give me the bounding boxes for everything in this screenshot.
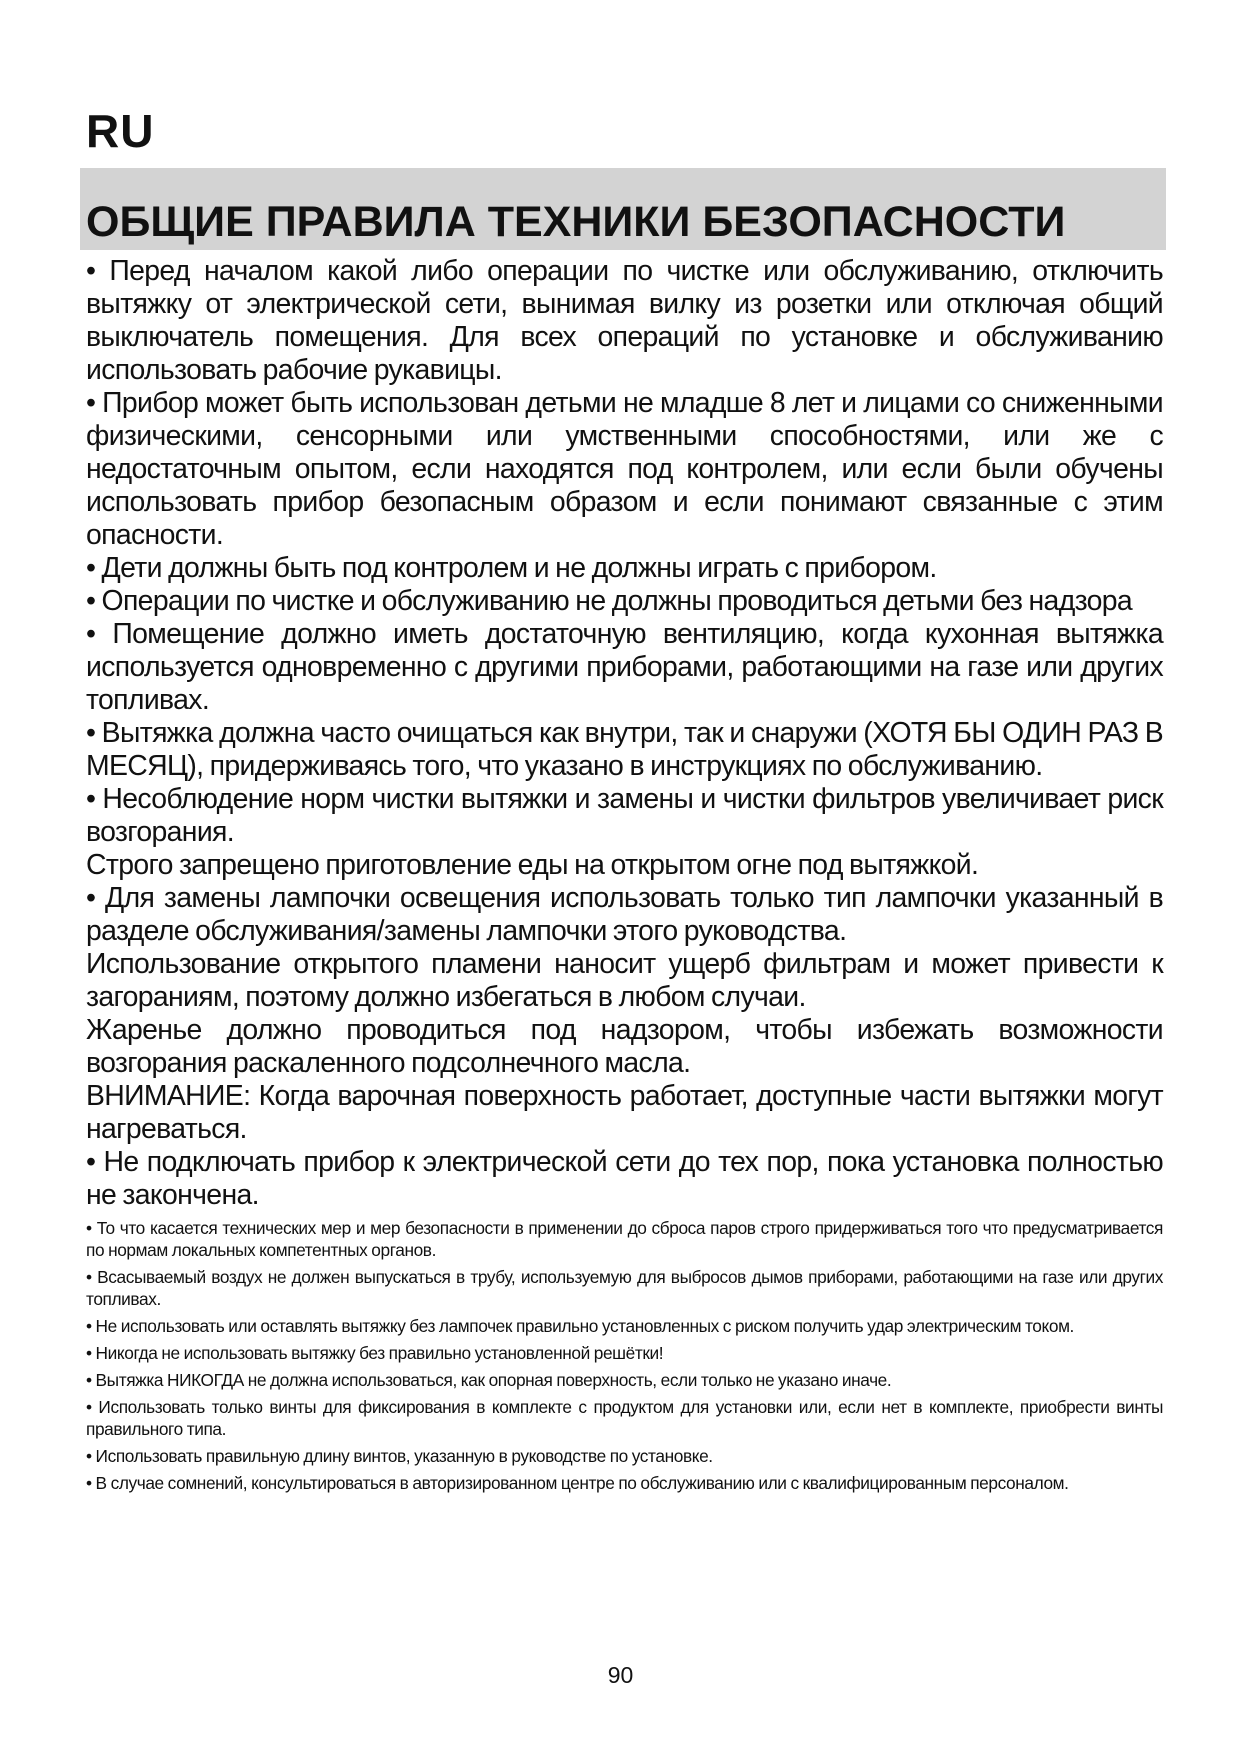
page-number: 90	[607, 1662, 634, 1688]
section-title-bar	[80, 168, 1166, 250]
rule-paragraph: • Никогда не использовать вытяжку без правильно установленной решётки!	[86, 1343, 664, 1363]
rule-paragraph: • Всасываемый воздух не должен выпускаться в трубу, используемую для выбросов дымов приборами, работающими на газе или других топливах.	[86, 1267, 1163, 1309]
rule-paragraph: • Прибор может быть использован детьми не младше 8 лет и лицами со сниженными физическими, сенсорными или умственными способностями, или же с недостаточным опытом, если находятся под контролем, или если были обучены использовать прибор безопасным образом и если понимают связанные с этим опасности.	[86, 387, 1163, 551]
safety-rules-body	[86, 255, 1163, 1499]
rule-paragraph: • Операции по чистке и обслуживанию не должны проводиться детьми без надзора	[86, 585, 1133, 617]
rule-paragraph: • Вытяжка НИКОГДА не должна использоваться, как опорная поверхность, если только не указано иначе.	[86, 1370, 892, 1390]
rule-paragraph: • В случае сомнений, консультироваться в авторизированном центре по обслуживанию или с квалифицированным персоналом.	[86, 1473, 1069, 1493]
rule-paragraph: Строго запрещено приготовление еды на открытом огне под вытяжкой.	[86, 849, 979, 881]
rule-paragraph: ВНИМАНИЕ: Когда варочная поверхность работает, доступные части вытяжки могут нагреваться.	[86, 1080, 1163, 1145]
rule-paragraph: • Использовать правильную длину винтов, указанную в руководстве по установке.	[86, 1446, 713, 1466]
main-rules	[86, 255, 1163, 1212]
rule-paragraph: • Для замены лампочки освещения использовать только тип лампочки указанный в разделе обслуживания/замены лампочки этого руководства.	[86, 882, 1163, 947]
rule-paragraph: • Не использовать или оставлять вытяжку без лампочек правильно установленных с риском получить удар электрическим током.	[86, 1316, 1074, 1336]
rule-paragraph: Жаренье должно проводиться под надзором, чтобы избежать возможности возгорания раскаленного подсолнечного масла.	[86, 1014, 1163, 1079]
rule-paragraph: • Помещение должно иметь достаточную вентиляцию, когда кухонная вытяжка используется одновременно с другими приборами, работающими на газе или других топливах.	[86, 618, 1163, 716]
additional-rules	[86, 1217, 1163, 1494]
rule-paragraph: • Дети должны быть под контролем и не должны играть с прибором.	[86, 552, 937, 584]
rule-paragraph: Использование открытого пламени наносит ущерб фильтрам и может привести к загораниям, поэтому должно избегаться в любом случаи.	[86, 948, 1163, 1013]
rule-paragraph: • Использовать только винты для фиксирования в комплекте с продуктом для установки или, если нет в комплекте, приобрести винты правильного типа.	[86, 1397, 1163, 1439]
rule-paragraph: • То что касается технических мер и мер безопасности в применении до сброса паров строго придерживаться того что предусматривается по нормам локальных компетентных органов.	[86, 1218, 1163, 1260]
rule-paragraph: • Вытяжка должна часто очищаться как внутри, так и снаружи (ХОТЯ БЫ ОДИН РАЗ В МЕСЯЦ), придерживаясь того, что указано в инструкциях по обслуживанию.	[86, 717, 1163, 782]
language-code: RU	[86, 105, 155, 157]
section-title: ОБЩИЕ ПРАВИЛА ТЕХНИКИ БЕЗОПАСНОСТИ	[86, 198, 1066, 246]
rule-paragraph: • Перед началом какой либо операции по чистке или обслуживанию, отключить вытяжку от электрической сети, вынимая вилку из розетки или отключая общий выключатель помещения. Для всех операций по установке и обслуживанию использовать рабочие рукавицы.	[86, 255, 1163, 386]
rule-paragraph: • Не подключать прибор к электрической сети до тех пор, пока установка полностью не закончена.	[86, 1146, 1163, 1211]
rule-paragraph: • Несоблюдение норм чистки вытяжки и замены и чистки фильтров увеличивает риск возгорания.	[86, 783, 1163, 848]
